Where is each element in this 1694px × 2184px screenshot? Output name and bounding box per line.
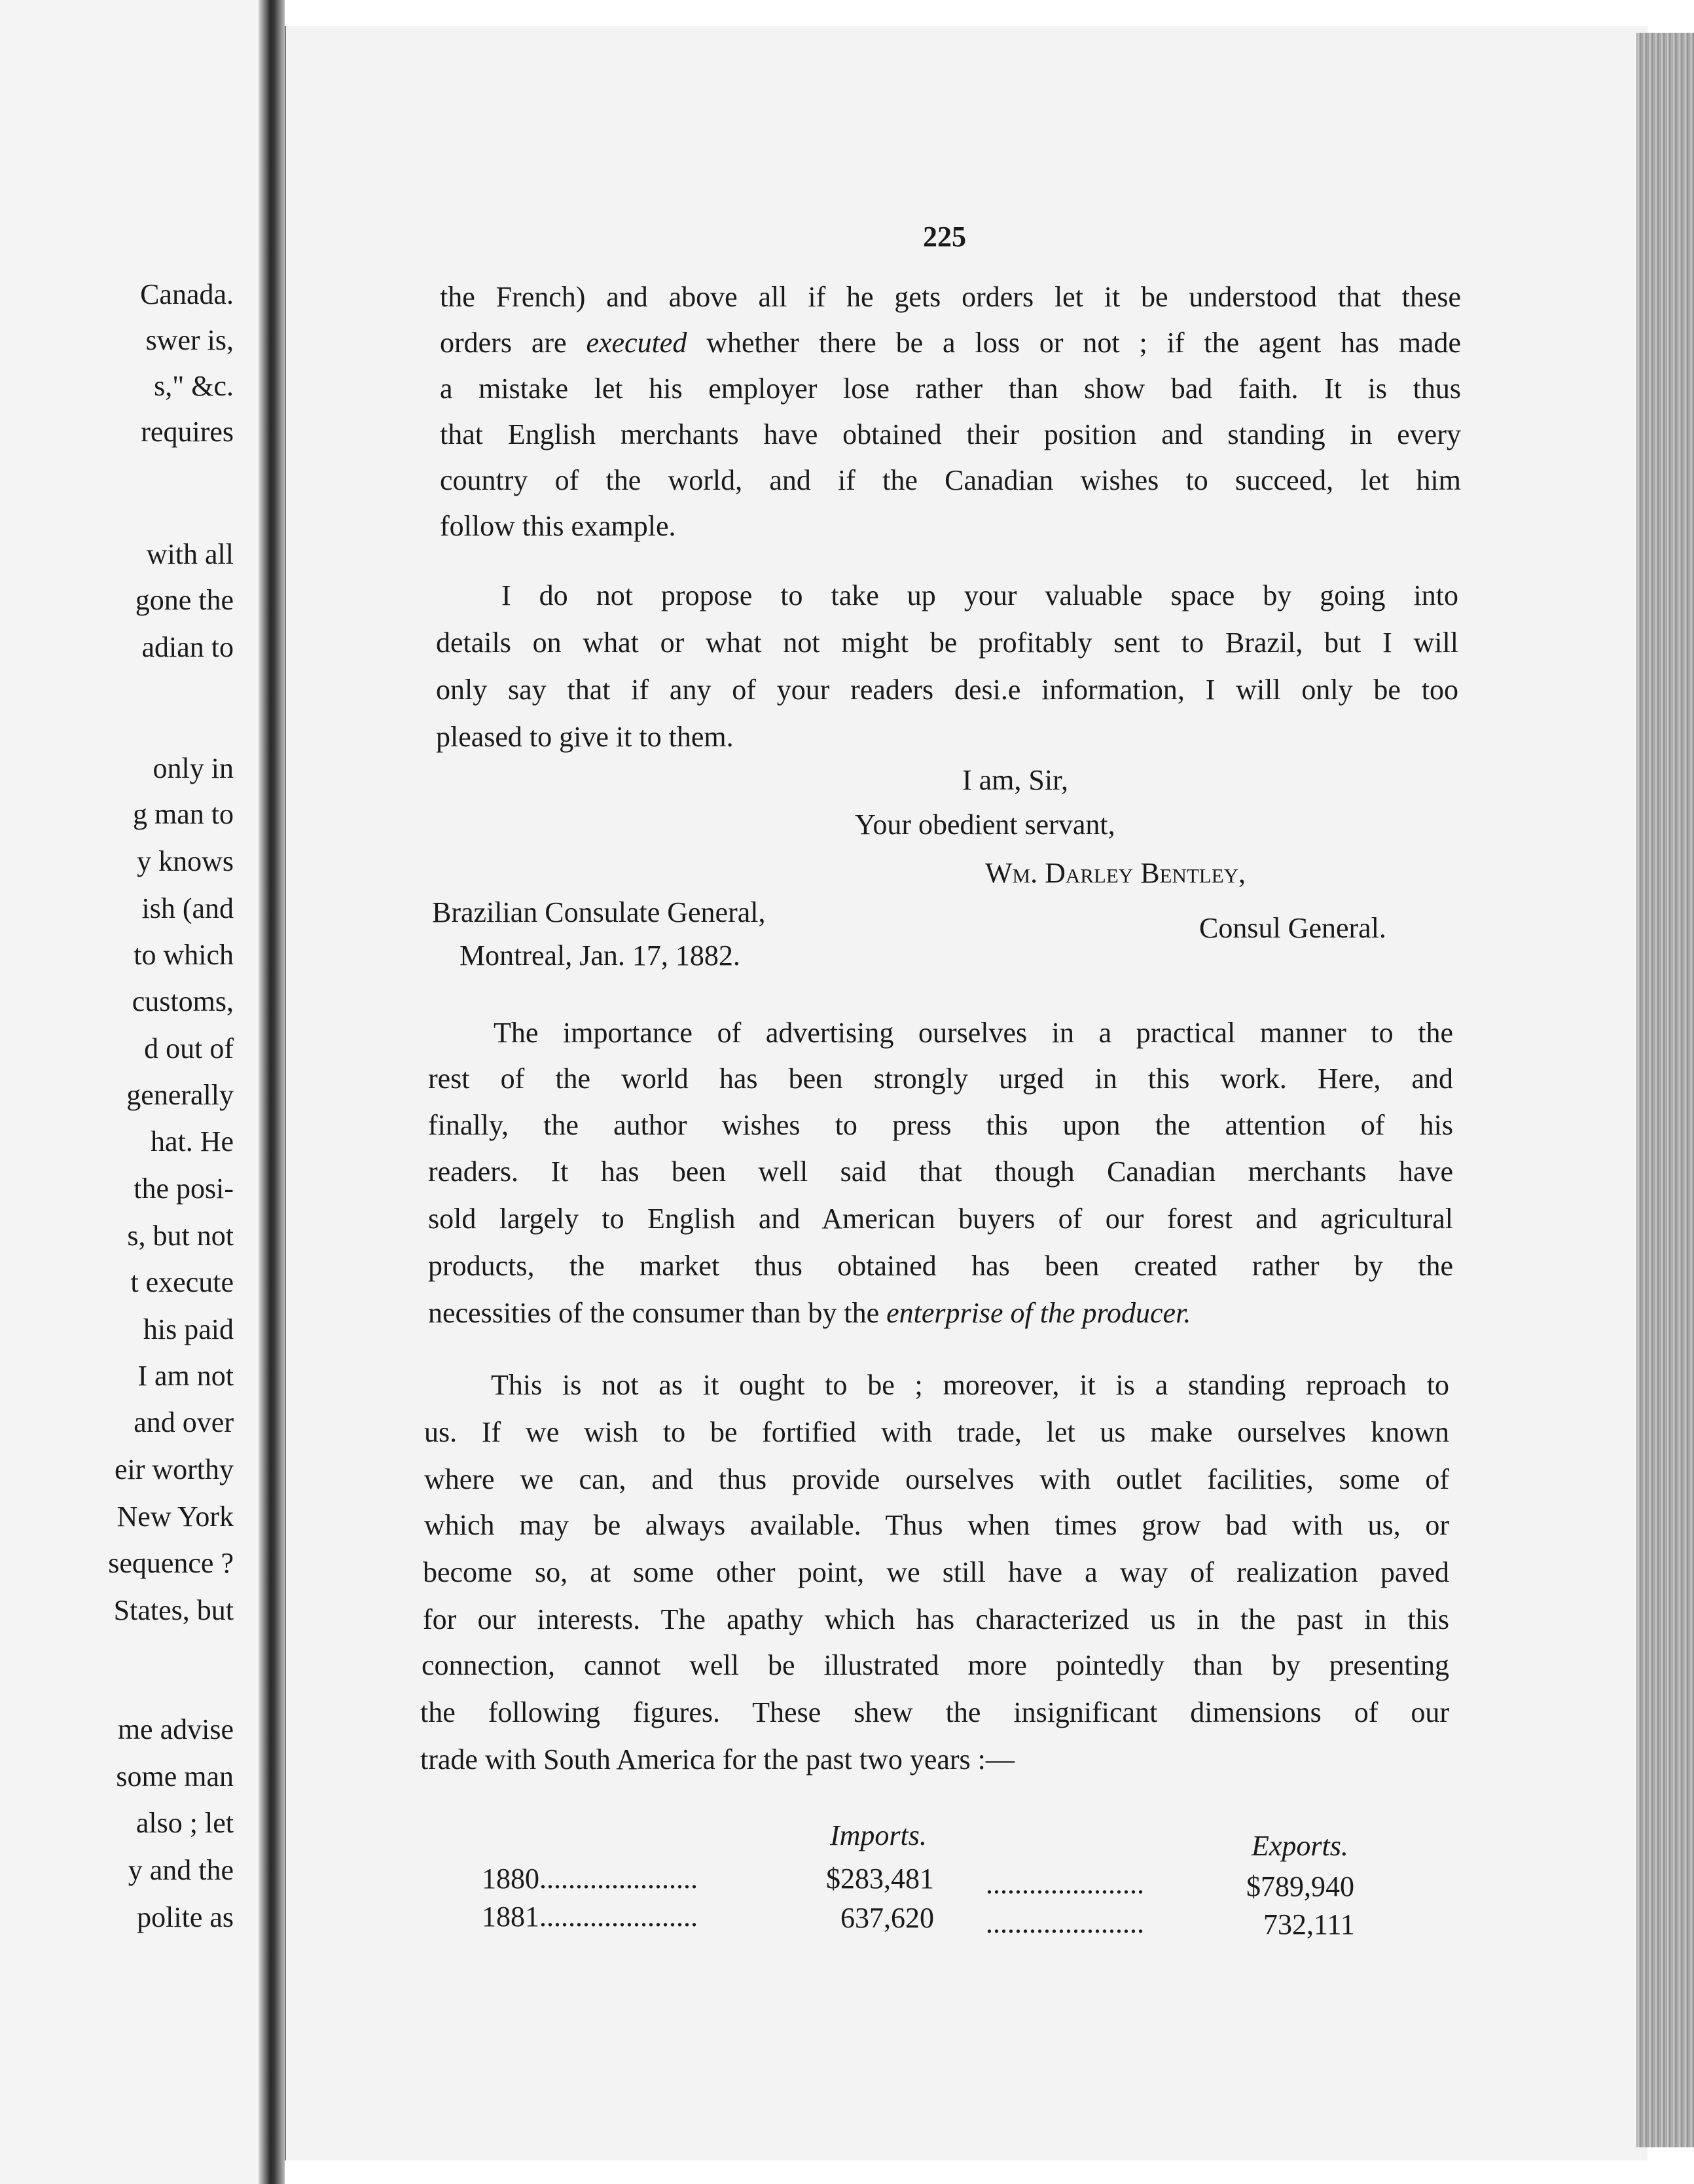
left-page-fragment: to which bbox=[134, 939, 234, 971]
paragraph-4-line: us. If we wish to be fortified with trade, let us make ourselves known bbox=[424, 1416, 1449, 1448]
complimentary-close: Your obedient servant, bbox=[855, 809, 1115, 841]
left-page-fragment: gone the bbox=[135, 584, 234, 616]
left-page-fragment: customs, bbox=[132, 985, 234, 1017]
paragraph-2-line: I do not propose to take up your valuable space by going into bbox=[501, 579, 1458, 611]
table-imports-cell: $283,481 bbox=[826, 1863, 934, 1895]
left-page bbox=[0, 0, 259, 2184]
table-imports-cell: 637,620 bbox=[840, 1902, 934, 1934]
left-page-fragment: d out of bbox=[144, 1032, 234, 1065]
left-page-fragment: hat. He bbox=[150, 1125, 234, 1157]
paragraph-3-line: sold largely to English and American buyers of our forest and agricultural bbox=[428, 1203, 1453, 1235]
left-page-fragment: some man bbox=[116, 1760, 234, 1793]
emphasis-executed: executed bbox=[586, 327, 687, 359]
book-gutter bbox=[259, 0, 285, 2184]
table-exports-cell: 732,111 bbox=[1263, 1908, 1355, 1940]
left-page-fragment: also ; let bbox=[135, 1807, 234, 1839]
left-page-fragment: s, but not bbox=[127, 1220, 234, 1252]
paragraph-2-line: only say that if any of your readers desi.e information, I will only be too bbox=[436, 674, 1458, 706]
paragraph-1-line bbox=[440, 329, 1461, 357]
consulate-place: Brazilian Consulate General, bbox=[432, 896, 766, 928]
signature bbox=[985, 859, 1246, 888]
left-page-fragment: me advise bbox=[117, 1713, 234, 1745]
page-edges bbox=[1636, 33, 1694, 2147]
paragraph-4-line: trade with South America for the past two years :— bbox=[420, 1743, 1015, 1775]
emphasis-enterprise: enterprise of the producer. bbox=[886, 1297, 1191, 1329]
left-page-fragment: generally bbox=[126, 1079, 234, 1111]
left-page-fragment: eir worthy bbox=[114, 1453, 234, 1485]
paragraph-4-line: This is not as it ought to be ; moreover, it is a standing reproach to bbox=[491, 1369, 1449, 1401]
consul-title: Consul General. bbox=[1199, 912, 1386, 944]
paragraph-1-line-prefix: orders are bbox=[440, 327, 567, 359]
paragraph-2-line: details on what or what not might be profitably sent to Brazil, but I will bbox=[436, 627, 1458, 659]
left-page-fragment: requires bbox=[141, 416, 234, 448]
paragraph-4-line: where we can, and thus provide ourselves with outlet facilities, some of bbox=[424, 1463, 1449, 1495]
left-page-fragment: polite as bbox=[137, 1901, 234, 1933]
paragraph-3-line: finally, the author wishes to press this upon the attention of his bbox=[428, 1109, 1453, 1141]
page-number: 225 bbox=[923, 221, 966, 253]
left-page-fragment: with all bbox=[146, 538, 234, 570]
left-page-fragment: ish (and bbox=[141, 892, 234, 924]
signature-prefix: Wm. bbox=[985, 857, 1038, 889]
table-header-imports: Imports. bbox=[830, 1819, 927, 1851]
signature-name: Darley Bentley, bbox=[1045, 857, 1246, 889]
table-leader: ...................... bbox=[539, 1863, 698, 1895]
left-page-fragment: and over bbox=[134, 1406, 234, 1438]
table-leader: ...................... bbox=[986, 1907, 1144, 1939]
salutation: I am, Sir, bbox=[962, 764, 1068, 796]
table-leader: ...................... bbox=[986, 1868, 1144, 1900]
paragraph-3-line bbox=[428, 1299, 1191, 1328]
letter-date: Montreal, Jan. 17, 1882. bbox=[460, 939, 740, 972]
bottom-margin bbox=[285, 2160, 1694, 2184]
paragraph-1-line: that English merchants have obtained their position and standing in every bbox=[440, 418, 1461, 450]
left-page-fragment: I am not bbox=[137, 1360, 234, 1392]
paragraph-3-line: readers. It has been well said that though Canadian merchants have bbox=[428, 1156, 1453, 1188]
paragraph-4-line: for our interests. The apathy which has characterized us in the past in this bbox=[423, 1603, 1449, 1635]
table-year: 1881 bbox=[482, 1901, 539, 1933]
table-row bbox=[482, 1865, 698, 1893]
left-page-fragment: his paid bbox=[143, 1313, 234, 1345]
table-header-exports: Exports. bbox=[1252, 1830, 1348, 1862]
left-page-fragment: swer is, bbox=[145, 324, 234, 356]
left-page-fragment: sequence ? bbox=[108, 1547, 234, 1579]
table-exports-cell: $789,940 bbox=[1246, 1870, 1354, 1902]
left-page-fragment: only in bbox=[153, 752, 234, 784]
paragraph-1-line: the French) and above all if he gets orders let it be understood that these bbox=[440, 281, 1461, 313]
paragraph-1-line: follow this example. bbox=[440, 510, 676, 542]
table-leader: ...................... bbox=[539, 1901, 698, 1933]
paragraph-1-line: a mistake let his employer lose rather than show bad faith. It is thus bbox=[440, 373, 1461, 405]
left-page-fragment: the posi- bbox=[134, 1173, 234, 1205]
paragraph-1-line-rest: whether there be a loss or not ; if the agent has made bbox=[706, 327, 1461, 359]
paragraph-3-line: The importance of advertising ourselves in a practical manner to the bbox=[494, 1017, 1453, 1049]
paragraph-4-line: which may be always available. Thus when times grow bad with us, or bbox=[424, 1509, 1449, 1541]
left-page-fragment: Canada. bbox=[140, 278, 234, 310]
paragraph-1-line: country of the world, and if the Canadian wishes to succeed, let him bbox=[440, 464, 1461, 496]
left-page-fragment: New York bbox=[117, 1501, 234, 1533]
paragraph-3-line: rest of the world has been strongly urged in this work. Here, and bbox=[428, 1063, 1453, 1095]
left-page-fragment: y and the bbox=[128, 1854, 234, 1886]
table-row bbox=[482, 1902, 698, 1931]
paragraph-3-last-prefix: necessities of the consumer than by the bbox=[428, 1297, 880, 1329]
left-page-fragment: States, but bbox=[113, 1594, 234, 1626]
paragraph-4-line: become so, at some other point, we still have a way of realization paved bbox=[423, 1556, 1449, 1588]
left-page-fragment: adian to bbox=[141, 631, 234, 663]
table-year: 1880 bbox=[482, 1863, 539, 1895]
left-page-fragment: g man to bbox=[133, 798, 234, 830]
paragraph-4-line: connection, cannot well be illustrated more pointedly than by presenting bbox=[422, 1649, 1449, 1681]
left-page-fragment: s," &c. bbox=[154, 370, 234, 402]
paragraph-2-line: pleased to give it to them. bbox=[436, 721, 734, 753]
left-page-fragment: y knows bbox=[137, 845, 234, 877]
paragraph-4-line: the following figures. These shew the insignificant dimensions of our bbox=[420, 1696, 1449, 1728]
left-page-fragment: t execute bbox=[130, 1266, 234, 1298]
paragraph-3-line: products, the market thus obtained has been created rather by the bbox=[428, 1250, 1453, 1282]
